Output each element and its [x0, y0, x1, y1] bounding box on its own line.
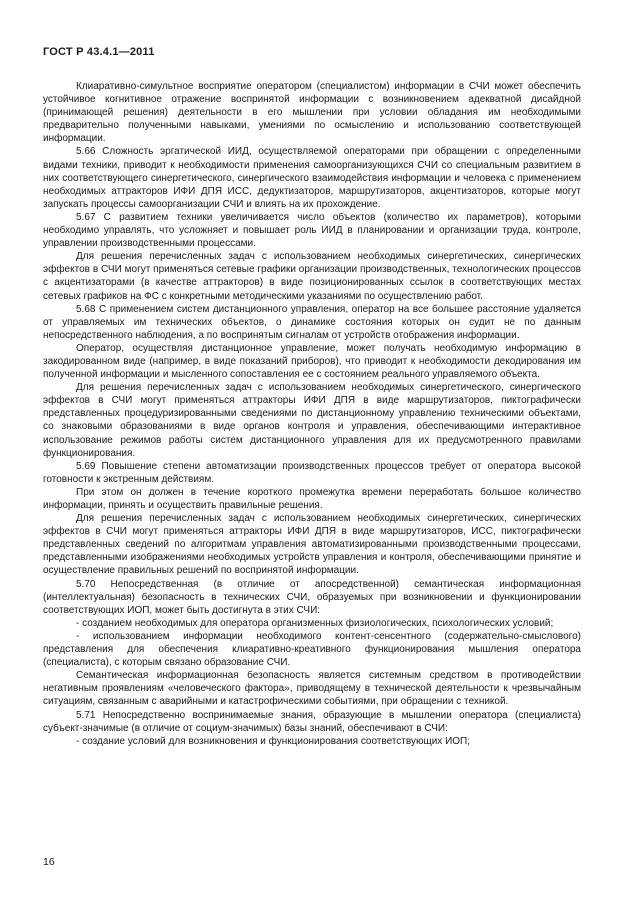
list-item: - созданием необходимых для оператора организменных физиологических, психологических условий; — [76, 617, 554, 629]
list-item: - использованием информации необходимого контент-сенсентного (содержательно-смыслового) представления для обеспечения клиаративно-креативного функционирования мышления оператора (специалиста), с которым связано образование СЧИ. — [43, 630, 581, 669]
paragraph: 5.69 Повышение степени автоматизации производственных процессов требует от оператора высокой готовности к экстренным действиям. — [43, 460, 581, 485]
paragraph: Для решения перечисленных задач с использованием необходимых синергетических, синергических эффектов в СЧИ могут применяться сетевые графики организации производственных, технологических процессов с акцентизаторами (в качестве аттракторов) в виде позиционированных ссылок в соответствующих местах сетевых графиков на ФС с конкретными методическими указаниями по осуществлению работ. — [43, 251, 581, 302]
page-number: 16 — [43, 856, 55, 868]
paragraph: 5.71 Непосредственно воспринимаемые знания, образующие в мышлении оператора (специалиста) субъект-значимые (в отличие от социум-значимых) базы знаний, обеспечивают в СЧИ: — [43, 709, 581, 734]
paragraph: 5.70 Непосредственная (в отличие от апосредственной) семантическая информационная (интеллектуальная) безопасность в технических СЧИ, образуемых при возникновении и функционировании соответствующих ИОП, может быть достигнута в этих СЧИ: — [43, 578, 581, 616]
paragraph: Для решения перечисленных задач с использованием необходимых синергетического, синергического эффектов в СЧИ могут применяться аттракторы ИФИ ДПЯ в виде маршрутизаторов, пиктографически представленных процедуризированными сведениями по дистанционному управлению техническими объектами, со знаковыми образованиями в виде органов контроля и управления, обеспечивающими интерактивное использование режимов работы систем дистанционного управления для их предусмотренного правилами функционирования. — [43, 382, 581, 459]
document-body — [43, 80, 581, 748]
paragraph: При этом он должен в течение короткого промежутка времени переработать большое количество информации, принять и осуществить правильные решения. — [43, 486, 581, 511]
paragraph: 5.66 Сложность эргатической ИИД, осуществляемой операторами при обращении с определенными видами техники, приводит к необходимости применения самоорганизующихся СЧИ со специальным развитием в них соответствующего синергетического, синергического взаимодействия информации и человека с применением необходимых аттракторов ИФИ ДПЯ ИСС, дедуктизаторов, маршрутизаторов, акцентизаторов, которые могут запускать процессы самоорганизации СЧИ и влиять на их прохождение. — [43, 146, 581, 210]
paragraph: Клиаративно-симультное восприятие оператором (специалистом) информации в СЧИ может обеспечить устойчивое когнитивное отражение воспринятой информации с возникновением адекватной дисайдной (принимающей решения) деятельности в его мышлении при условии обладания им необходимыми предварительно полученными навыками, умениями по осмыслению и использованию соответствующей информации. — [43, 81, 581, 145]
paragraph: Семантическая информационная безопасность является системным средством в противодействии негативным проявлениям «человеческого фактора», приводящему в технической деятельности к чрезвычайным ситуациям, связанным с аварийными и катастрофическими событиями, при обращении с техникой. — [43, 670, 581, 708]
document-header: ГОСТ Р 43.4.1—2011 — [43, 46, 155, 58]
paragraph: Для решения перечисленных задач с использованием необходимых синергетических, синергических эффектов в СЧИ могут применяться аттракторы ИФИ ДПЯ в виде маршрутизаторов, ИСС, пиктографически представленных сведений по алгоритмам управления автоматизированными производственными процессами, представленными изображениями необходимых устройств управления и контроля, обеспечивающими принятие и осуществление правильных решений по воспринятой информации. — [43, 513, 581, 577]
paragraph: 5.68 С применением систем дистанционного управления, оператор на все большее расстояние удаляется от управляемых им технических объектов, о динамике состояния которых он судит не по данным непосредственного наблюдения, а по воспринятым сигналам от устройств отображения информации. — [43, 303, 581, 341]
list-item: - создание условий для возникновения и функционирования соответствующих ИОП; — [76, 735, 471, 747]
paragraph: 5.67 С развитием техники увеличивается число объектов (количество их параметров), которыми необходимо управлять, что усложняет и повышает роль ИИД в планировании и организации труда, контроле, управлении производственными процессами. — [43, 211, 581, 250]
paragraph: Оператор, осуществляя дистанционное управление, может получать необходимую информацию в закодированном виде (например, в виде показаний приборов), что приводит к необходимости декодирования им полученной информации и мысленного сопоставления ее с состоянием реального управляемого объекта. — [43, 342, 581, 381]
